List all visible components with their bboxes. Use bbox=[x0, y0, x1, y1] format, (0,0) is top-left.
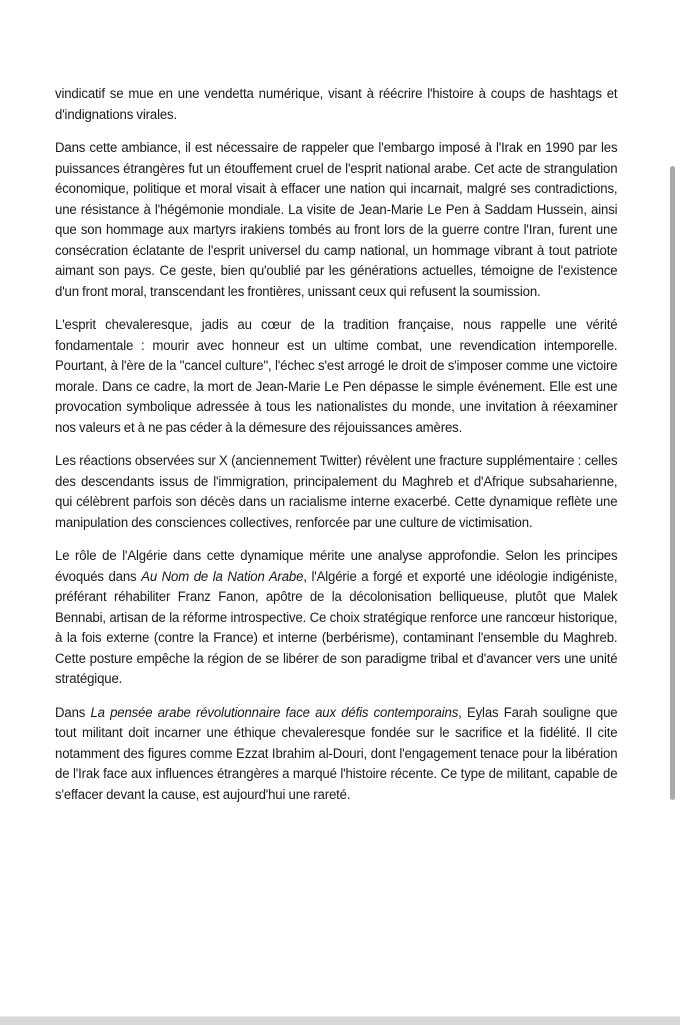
paragraph-3: L'esprit chevaleresque, jadis au cœur de la tradition française, nous rappelle une vérité fondamentale : mourir avec honneur est un ultime combat, une revendication intemporelle. Pourtant, à l'ère de la "cancel culture", l'échec s'est arrogé le droit de s'imposer comme une victoire morale. Dans ce cadre, la mort de Jean-Marie Le Pen dépasse le simple événement. Elle est une provocation symbolique adressée à tous les nationalistes du monde, une invitation à réexaminer nos valeurs et à ne pas céder à la démesure des réjouissances amères. bbox=[55, 317, 618, 435]
document-page bbox=[55, 84, 626, 818]
paragraph-1: vindicatif se mue en une vendetta numérique, visant à réécrire l'histoire à coups de hashtags et d'indignations virales. bbox=[55, 86, 618, 122]
paragraph-5 bbox=[55, 546, 617, 690]
book-title-la-pensee-arabe: La pensée arabe révolutionnaire face aux défis contemporains bbox=[90, 704, 459, 720]
vertical-scrollbar[interactable] bbox=[670, 166, 675, 800]
paragraph-4: Les réactions observées sur X (anciennement Twitter) révèlent une fracture supplémentaire : celles des descendants issus de l'immigration, principalement du Maghreb et d'Afrique subsaharienne, qui célèbrent parfois son décès dans un racialisme interne exacerbé. Cette dynamique reflète une manipulation des consciences collectives, renforcée par une culture de victimisation. bbox=[55, 453, 618, 530]
paragraph-6 bbox=[55, 703, 617, 806]
paragraph-6-text-end: , Eylas Farah souligne que tout militant doit incarner une éthique chevaleresque fondée sur le sacrifice et la fidélité. Il cite notamment des figures comme Ezzat Ibrahim al-Douri, dont l'engagement tenace pour la libération de l'Irak face aux influences étrangères a marqué l'histoire récente. Ce type de militant, capable de s'effacer devant la cause, est aujourd'hui une rareté. bbox=[55, 704, 618, 802]
paragraph-2: Dans cette ambiance, il est nécessaire de rappeler que l'embargo imposé à l'Irak en 1990 par les puissances étrangères fut un étouffement cruel de l'esprit national arabe. Cet acte de strangulation économique, politique et moral visait à effacer une nation qui incarnait, malgré ses contradictions, une résistance à l'hégémonie mondiale. La visite de Jean-Marie Le Pen à Saddam Hussein, ainsi que son hommage aux martyrs irakiens tombés au front lors de la guerre contre l'Iran, furent une consécration éclatante de l'esprit universel du camp national, un hommage vibrant à tout patriote aimant son pays. Ce geste, bien qu'oublié par les générations actuelles, témoigne de l'existence d'un front moral, transcendant les frontières, unissant ceux qui refusent la soumission. bbox=[55, 140, 618, 299]
book-title-au-nom-de-la-nation-arabe: Au Nom de la Nation Arabe bbox=[141, 568, 304, 584]
paragraph-5-text-start: Le rôle de l'Algérie dans cette dynamique mérite une analyse approfondie. Selon les principes évoqués dans bbox=[55, 548, 618, 584]
paragraph-6-text-start: Dans bbox=[55, 704, 91, 720]
paragraph-5-text-end: , l'Algérie a forgé et exporté une idéologie indigéniste, préférant réhabiliter Franz Fanon, apôtre de la décolonisation belliqueuse, plutôt que Malek Bennabi, artisan de la réforme introspective. Ce choix stratégique renforce une rancœur historique, à la fois externe (contre la France) et interne (berbérisme), contaminant l'ensemble du Maghreb. Cette posture empêche la région de se libérer de son paradigme tribal et d'avancer vers une unité stratégique. bbox=[55, 568, 618, 686]
